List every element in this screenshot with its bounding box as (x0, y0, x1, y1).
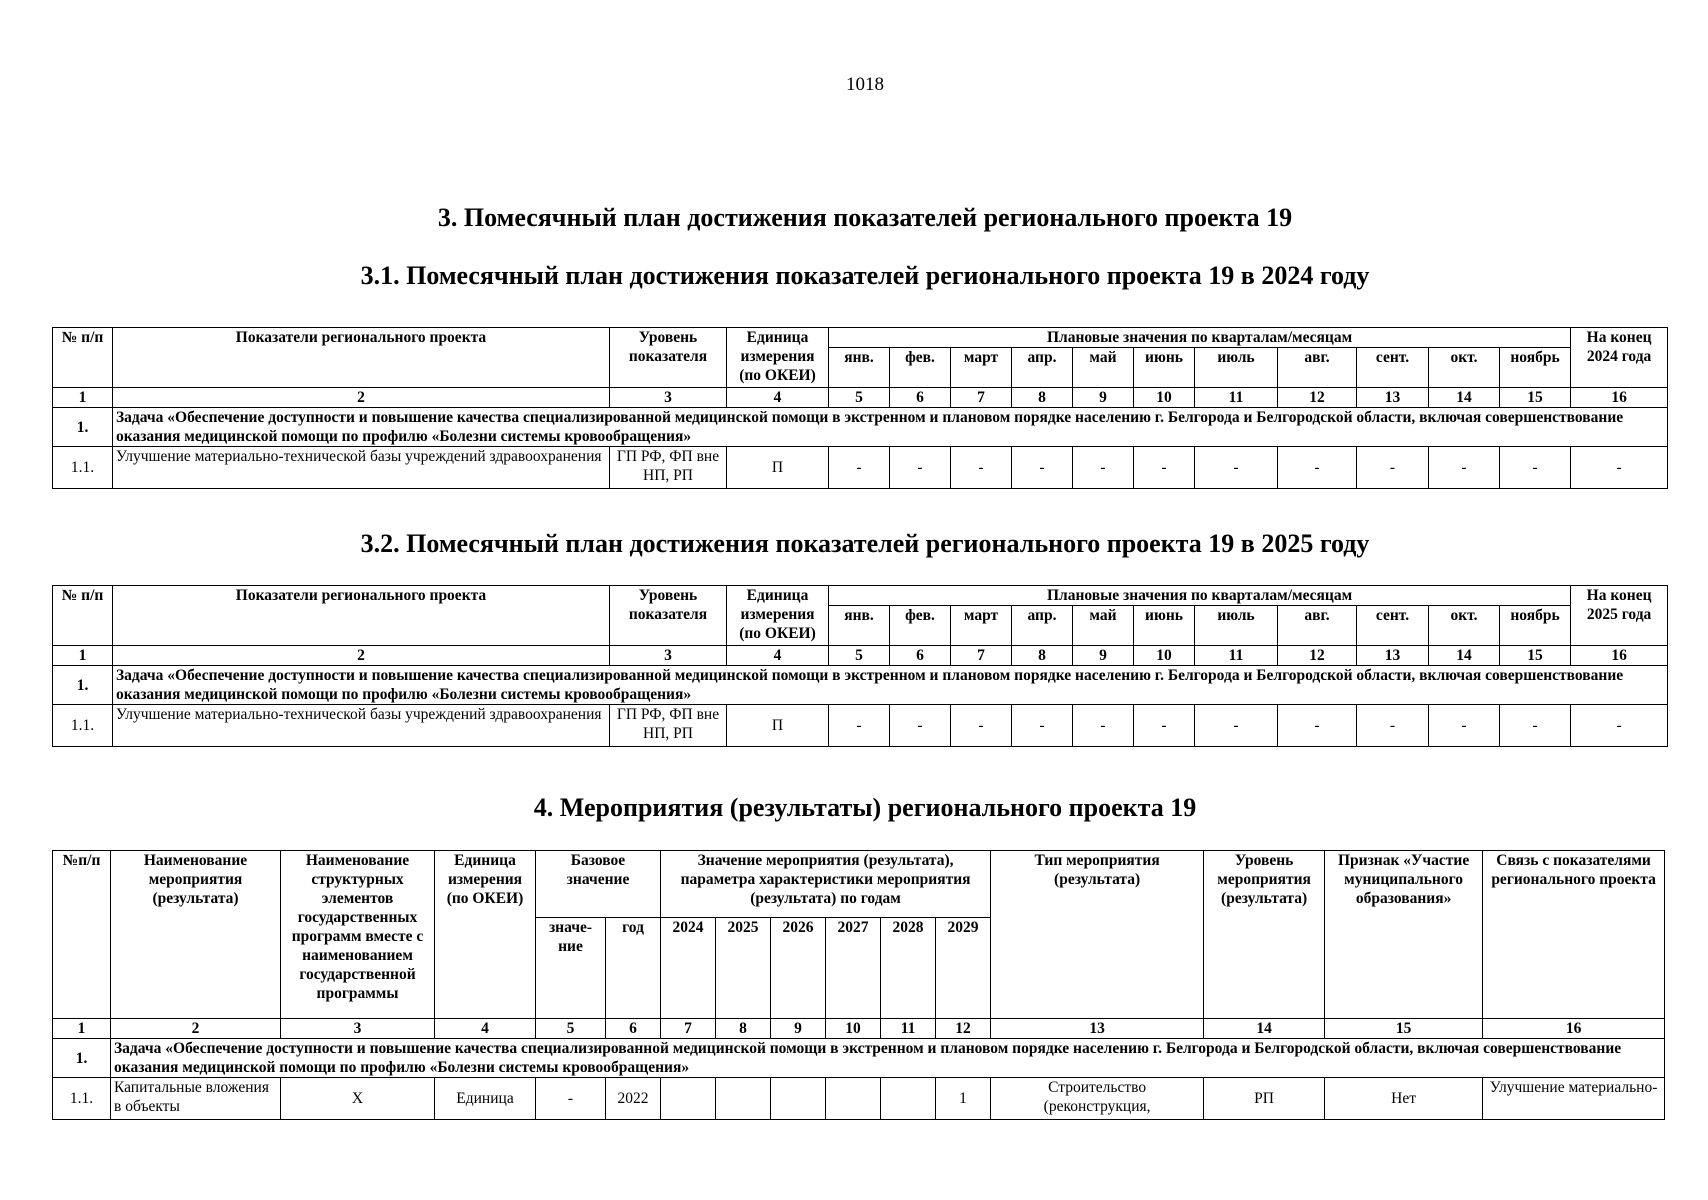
event-row-municipal: Нет (1325, 1078, 1483, 1120)
event-row-base-value: - (536, 1078, 606, 1120)
task-num: 1. (53, 666, 113, 705)
row-value: - (1357, 705, 1429, 747)
events-header-base-year: год (606, 918, 661, 1019)
task-text: Задача «Обеспечение доступности и повышение качества специализированной медицинской помощи в экстренном и плановом порядке населению г. Белгорода и Белгородской области, включая совершенствование оказания медицинской помощи по профилю «Болезни системы кровообращения» (113, 666, 1668, 705)
task-text: Задача «Обеспечение доступности и повышение качества специализированной медицинской помощи в экстренном и плановом порядке населению г. Белгорода и Белгородской области, включая совершенствование оказания медицинской помощи по профилю «Болезни системы кровообращения» (113, 408, 1668, 447)
row-level: ГП РФ, ФП вне НП, РП (610, 447, 727, 489)
row-value: - (1429, 705, 1500, 747)
header-month: янв. (829, 348, 890, 388)
col-number: 11 (1195, 646, 1278, 666)
row-value: - (1278, 705, 1357, 747)
col-number: 9 (1073, 646, 1134, 666)
row-indicator: Улучшение материально-технической базы учреждений здравоохранения (113, 447, 610, 489)
section-3-1-title: 3.1. Помесячный план достижения показателей регионального проекта 19 в 2024 году (360, 261, 1370, 290)
col-number: 6 (606, 1019, 661, 1039)
row-value: - (1073, 705, 1134, 747)
col-number: 13 (1357, 646, 1429, 666)
events-header-municipal: Признак «Участие муниципального образования» (1325, 851, 1483, 1019)
header-month: июль (1195, 348, 1278, 388)
header-month: июнь (1134, 606, 1195, 646)
col-number: 3 (281, 1019, 435, 1039)
col-number: 6 (890, 388, 951, 408)
header-plan: Плановые значения по кварталам/месяцам (829, 586, 1571, 606)
col-number: 14 (1429, 388, 1500, 408)
col-number: 16 (1483, 1019, 1665, 1039)
header-month: май (1073, 606, 1134, 646)
header-num: № п/п (53, 328, 113, 388)
col-number: 8 (1012, 388, 1073, 408)
row-value: - (890, 705, 951, 747)
header-level: Уровень показателя (610, 328, 727, 388)
section-3-title: 3. Помесячный план достижения показателей регионального проекта 19 (437, 203, 1293, 232)
header-unit: Единица измерения (по ОКЕИ) (727, 586, 829, 646)
col-number: 15 (1325, 1019, 1483, 1039)
events-header-num: №п/п (53, 851, 111, 1019)
header-end: На конец 2025 года (1571, 586, 1668, 646)
row-num: 1.1. (53, 447, 113, 489)
row-value: - (1012, 447, 1073, 489)
col-number: 8 (1012, 646, 1073, 666)
row-unit: П (727, 705, 829, 747)
row-num: 1.1. (53, 705, 113, 747)
events-header-year: 2026 (771, 918, 826, 1019)
event-row-elements: Х (281, 1078, 435, 1120)
row-value: - (829, 447, 890, 489)
event-row-year-value (826, 1078, 881, 1120)
col-number: 7 (661, 1019, 716, 1039)
monthly-plan-table-2024 (52, 327, 1668, 489)
col-number: 4 (727, 646, 829, 666)
col-number: 2 (113, 388, 610, 408)
row-value: - (1134, 705, 1195, 747)
col-number: 3 (610, 646, 727, 666)
col-number: 3 (610, 388, 727, 408)
col-number: 16 (1571, 388, 1668, 408)
header-month: авг. (1278, 606, 1357, 646)
task-num: 1. (53, 1039, 111, 1078)
header-month: март (951, 348, 1012, 388)
task-num: 1. (53, 408, 113, 447)
event-row-year-value: 1 (936, 1078, 991, 1120)
events-header-type: Тип мероприятия (результата) (991, 851, 1204, 1019)
col-number: 6 (890, 646, 951, 666)
header-unit: Единица измерения (по ОКЕИ) (727, 328, 829, 388)
header-month: ноябрь (1500, 348, 1571, 388)
row-value: - (1012, 705, 1073, 747)
header-level: Уровень показателя (610, 586, 727, 646)
event-row-type: Строительство (реконструкция, (991, 1078, 1204, 1120)
event-row-level: РП (1204, 1078, 1325, 1120)
header-month: авг. (1278, 348, 1357, 388)
row-value: - (1571, 705, 1668, 747)
header-plan: Плановые значения по кварталам/месяцам (829, 328, 1571, 348)
col-number: 1 (53, 388, 113, 408)
col-number: 15 (1500, 646, 1571, 666)
event-row-link: Улучшение материально- (1483, 1078, 1665, 1120)
task-text: Задача «Обеспечение доступности и повышение качества специализированной медицинской помощи в экстренном и плановом порядке населению г. Белгорода и Белгородской области, включая совершенствование оказания медицинской помощи по профилю «Болезни системы кровообращения» (111, 1039, 1665, 1078)
events-header-name: Наименование мероприятия (результата) (111, 851, 281, 1019)
header-num: № п/п (53, 586, 113, 646)
event-row-year-value (881, 1078, 936, 1120)
col-number: 13 (991, 1019, 1204, 1039)
section-4-title: 4. Мероприятия (результаты) регионального проекта 19 (533, 793, 1197, 822)
header-month: фев. (890, 348, 951, 388)
header-month: июль (1195, 606, 1278, 646)
row-value: - (1195, 447, 1278, 489)
header-month: окт. (1429, 606, 1500, 646)
header-month: апр. (1012, 606, 1073, 646)
row-value: - (1278, 447, 1357, 489)
header-month: ноябрь (1500, 606, 1571, 646)
col-number: 4 (435, 1019, 536, 1039)
col-number: 5 (536, 1019, 606, 1039)
header-month: март (951, 606, 1012, 646)
event-row-unit: Единица (435, 1078, 536, 1120)
col-number: 1 (53, 1019, 111, 1039)
row-value: - (1357, 447, 1429, 489)
event-row-year-value (661, 1078, 716, 1120)
col-number: 11 (881, 1019, 936, 1039)
row-value: - (1500, 447, 1571, 489)
row-level: ГП РФ, ФП вне НП, РП (610, 705, 727, 747)
events-header-unit: Единица измерения (по ОКЕИ) (435, 851, 536, 1019)
header-end: На конец 2024 года (1571, 328, 1668, 388)
col-number: 1 (53, 646, 113, 666)
col-number: 13 (1357, 388, 1429, 408)
section-3-2-title: 3.2. Помесячный план достижения показателей регионального проекта 19 в 2025 году (360, 529, 1370, 558)
col-number: 5 (829, 646, 890, 666)
events-header-year: 2027 (826, 918, 881, 1019)
header-month: сент. (1357, 606, 1429, 646)
event-row-year-value (771, 1078, 826, 1120)
row-value: - (829, 705, 890, 747)
header-month: июнь (1134, 348, 1195, 388)
row-value: - (951, 705, 1012, 747)
col-number: 5 (829, 388, 890, 408)
event-row-year-value (716, 1078, 771, 1120)
col-number: 14 (1429, 646, 1500, 666)
col-number: 12 (1278, 646, 1357, 666)
events-header-base: Базовое значение (536, 851, 661, 918)
header-indicator: Показатели регионального проекта (113, 586, 610, 646)
events-header-elements: Наименование структурных элементов государственных программ вместе с наименованием государственной программы (281, 851, 435, 1019)
events-table (52, 850, 1665, 1120)
col-number: 16 (1571, 646, 1668, 666)
col-number: 2 (111, 1019, 281, 1039)
row-value: - (1195, 705, 1278, 747)
row-unit: П (727, 447, 829, 489)
header-month: апр. (1012, 348, 1073, 388)
col-number: 10 (826, 1019, 881, 1039)
col-number: 11 (1195, 388, 1278, 408)
header-month: май (1073, 348, 1134, 388)
row-value: - (1429, 447, 1500, 489)
col-number: 12 (1278, 388, 1357, 408)
row-value: - (890, 447, 951, 489)
col-number: 9 (1073, 388, 1134, 408)
row-value: - (951, 447, 1012, 489)
events-header-level: Уровень мероприятия (результата) (1204, 851, 1325, 1019)
events-header-year: 2029 (936, 918, 991, 1019)
events-header-year: 2028 (881, 918, 936, 1019)
monthly-plan-table-2025 (52, 585, 1668, 747)
header-month: окт. (1429, 348, 1500, 388)
row-value: - (1500, 705, 1571, 747)
page-number: 1018 (846, 74, 884, 95)
col-number: 10 (1134, 388, 1195, 408)
events-header-base-value: значе-ние (536, 918, 606, 1019)
header-month: сент. (1357, 348, 1429, 388)
events-header-year: 2025 (716, 918, 771, 1019)
header-indicator: Показатели регионального проекта (113, 328, 610, 388)
col-number: 9 (771, 1019, 826, 1039)
event-row-num: 1.1. (53, 1078, 111, 1120)
header-month: фев. (890, 606, 951, 646)
col-number: 8 (716, 1019, 771, 1039)
col-number: 4 (727, 388, 829, 408)
event-row-name: Капитальные вложения в объекты (111, 1078, 281, 1120)
events-header-values: Значение мероприятия (результата), параметра характеристики мероприятия (результата) по годам (661, 851, 991, 918)
col-number: 2 (113, 646, 610, 666)
row-indicator: Улучшение материально-технической базы учреждений здравоохранения (113, 705, 610, 747)
events-header-link: Связь с показателями регионального проекта (1483, 851, 1665, 1019)
event-row-base-year: 2022 (606, 1078, 661, 1120)
col-number: 12 (936, 1019, 991, 1039)
row-value: - (1571, 447, 1668, 489)
col-number: 7 (951, 646, 1012, 666)
col-number: 15 (1500, 388, 1571, 408)
row-value: - (1073, 447, 1134, 489)
header-month: янв. (829, 606, 890, 646)
events-header-year: 2024 (661, 918, 716, 1019)
row-value: - (1134, 447, 1195, 489)
col-number: 10 (1134, 646, 1195, 666)
col-number: 7 (951, 388, 1012, 408)
col-number: 14 (1204, 1019, 1325, 1039)
